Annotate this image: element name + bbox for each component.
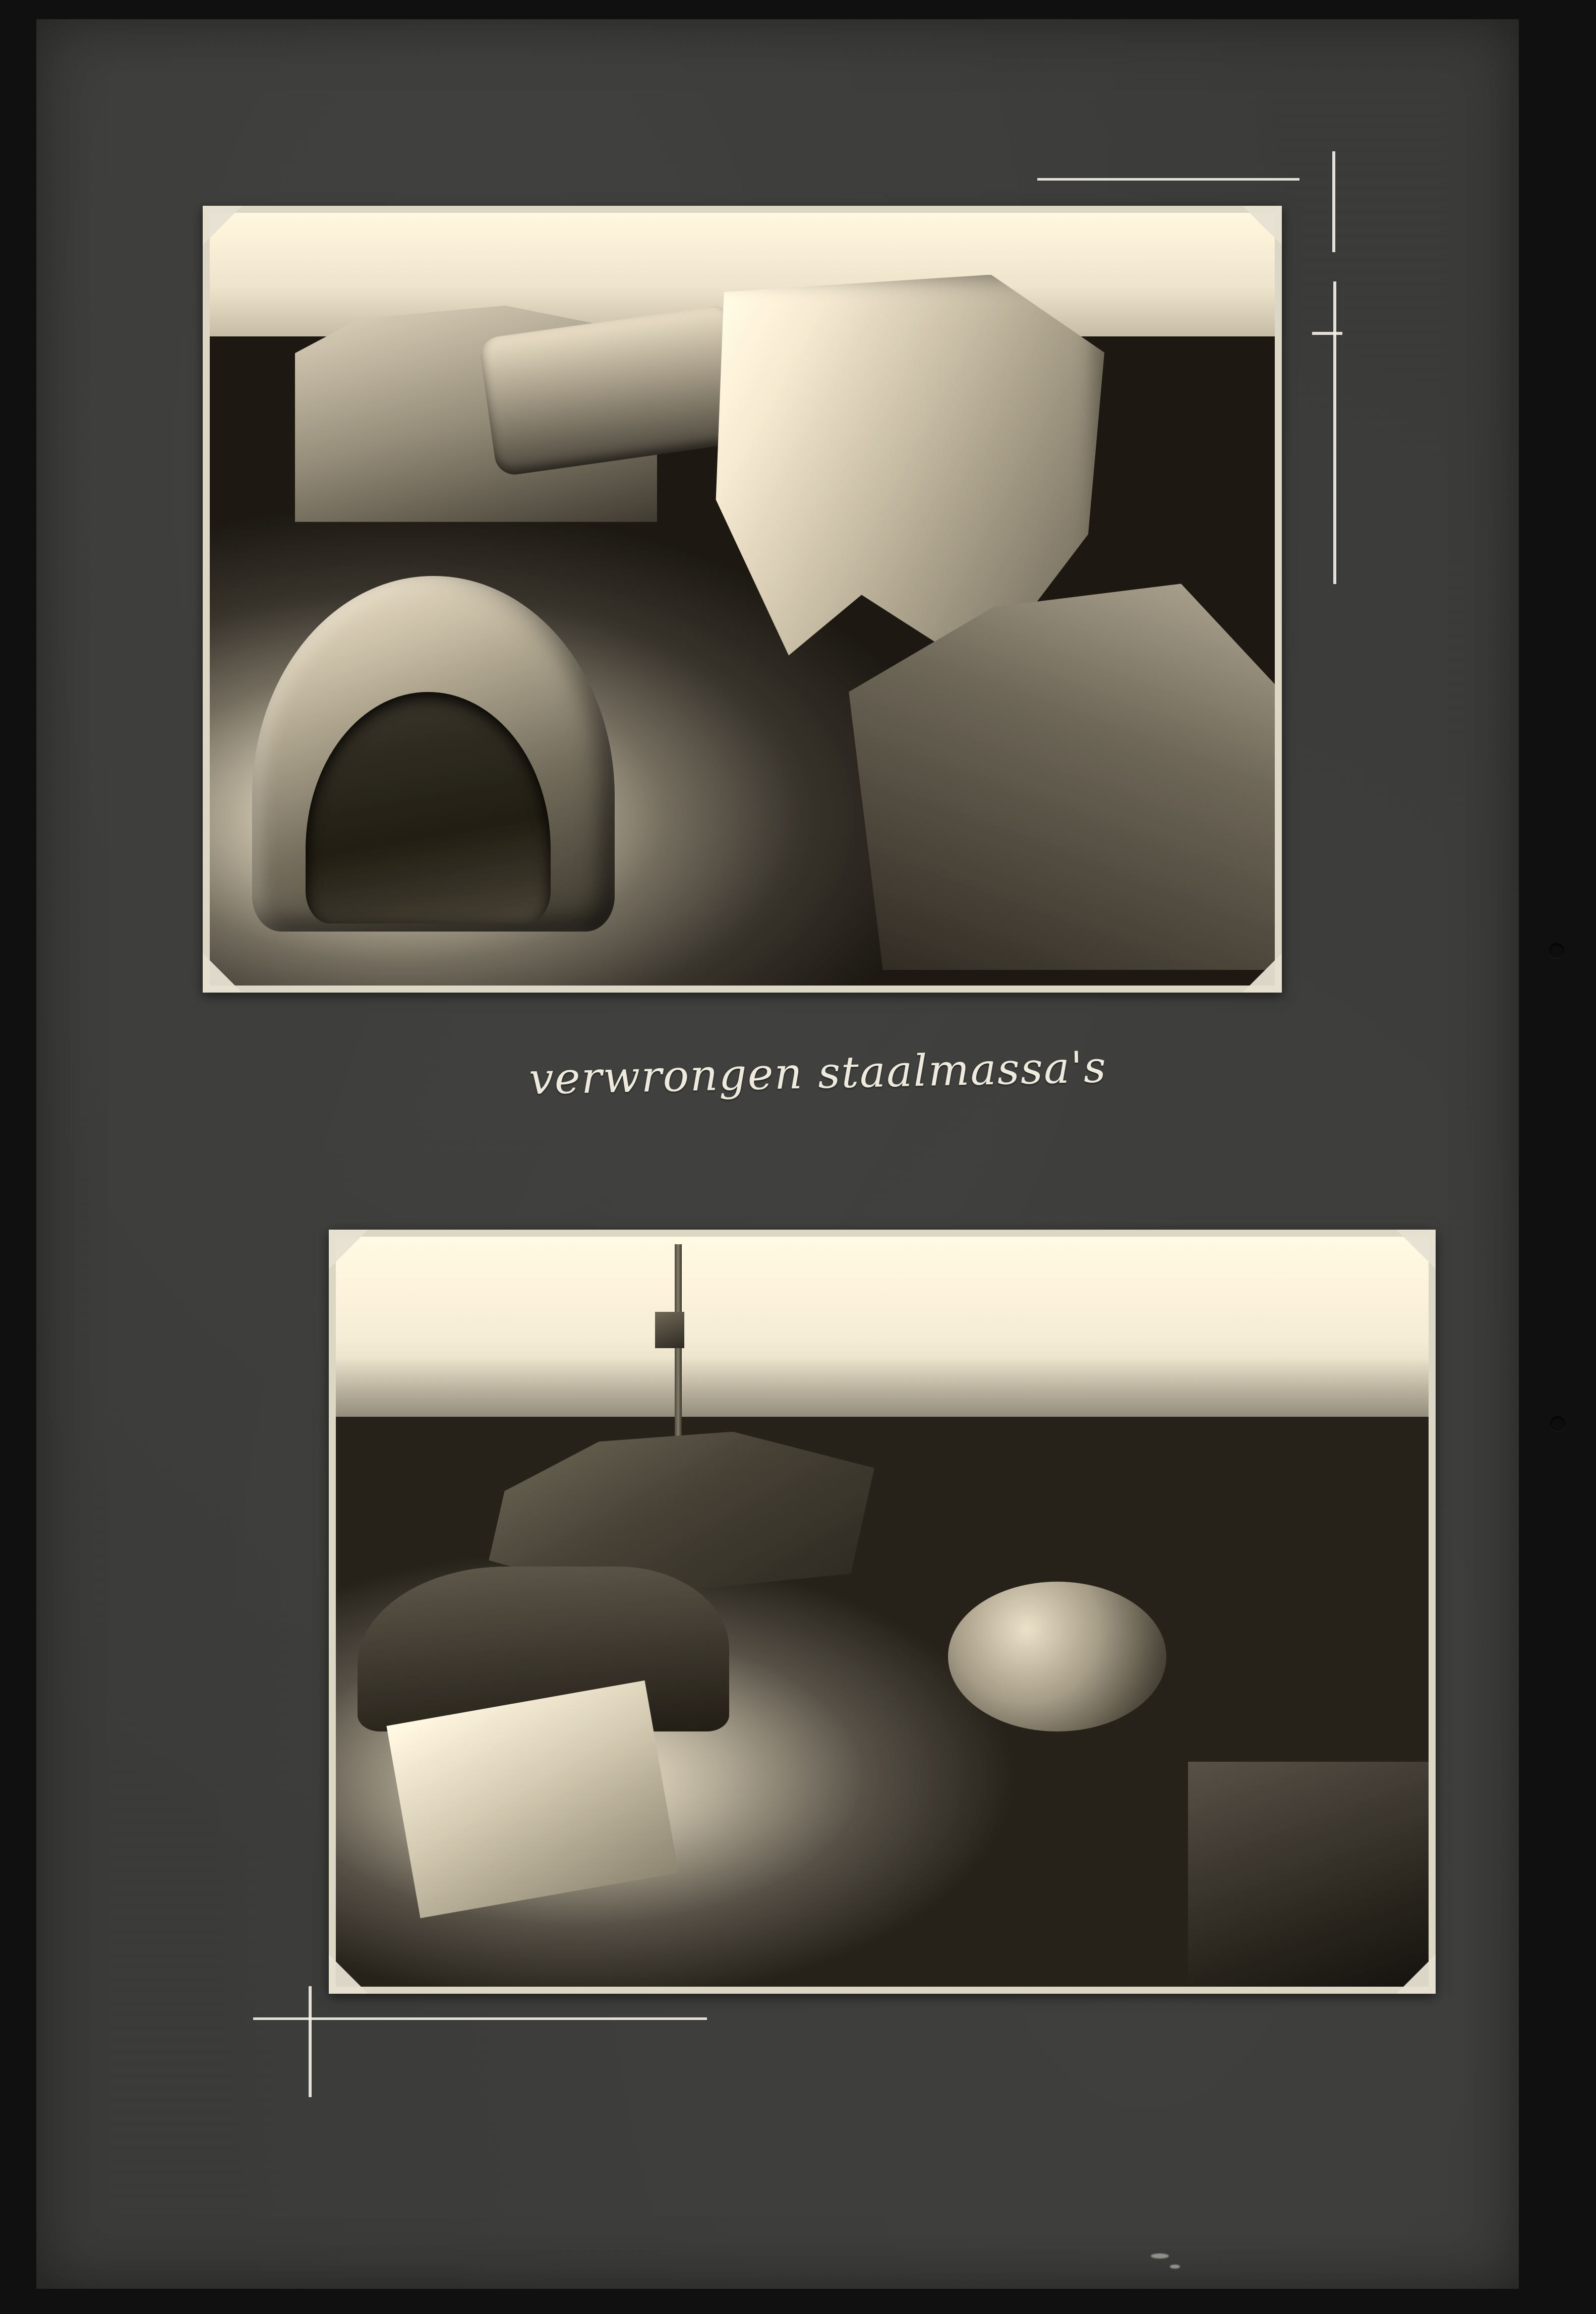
crop-mark-bottom-left-horizontal [253, 2017, 707, 2020]
photo-bottom-artwork [336, 1237, 1429, 1987]
scuff-mark-lower [1151, 2253, 1169, 2259]
photo-bottom-skyline [336, 1357, 1429, 1417]
photo-bottom-dark-plate [1188, 1762, 1429, 1987]
scuff-mark-upper [1170, 2265, 1180, 2269]
crop-mark-top-right-vertical-outer [1332, 151, 1335, 252]
photo-top-image [210, 213, 1275, 986]
punch-hole-top [1549, 943, 1564, 958]
crop-mark-top-right-vertical-inner [1333, 281, 1336, 584]
photo-bottom [329, 1230, 1436, 1994]
crop-mark-bottom-left-vertical-lower [309, 1986, 312, 2097]
photo-bottom-mast-block [655, 1312, 684, 1348]
photo-caption: verwrongen staalmassa's [528, 1042, 1107, 1105]
album-page [36, 19, 1519, 2289]
photo-top-steel-mass [849, 584, 1275, 970]
crop-mark-top-right-horizontal-inner [1312, 332, 1342, 335]
photo-top-artwork [210, 213, 1275, 986]
punch-hole-bottom [1550, 1416, 1565, 1431]
photo-bottom-image [336, 1237, 1429, 1987]
photo-top [203, 206, 1282, 993]
crop-mark-top-right-horizontal-outer [1037, 178, 1299, 181]
photo-bottom-boiler [948, 1582, 1166, 1731]
